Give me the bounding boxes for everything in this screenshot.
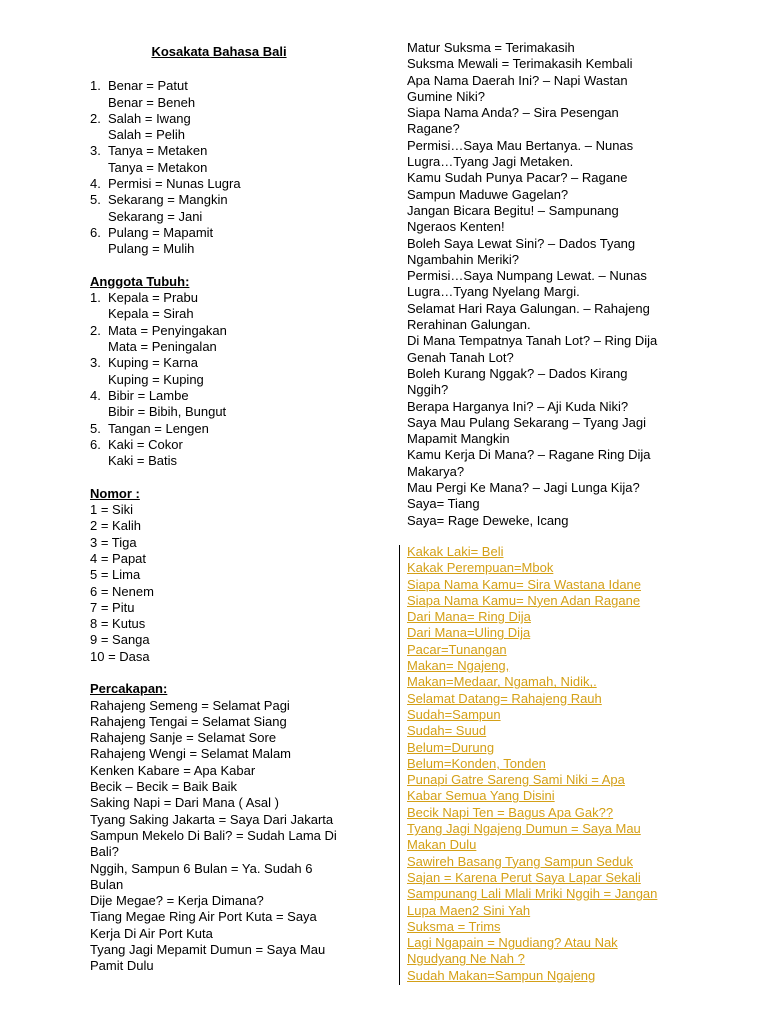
link-row [407, 951, 687, 967]
percakapan-list [90, 698, 358, 975]
item-text: Bibir = Bibih, Bungut [108, 404, 227, 420]
vocab-link[interactable]: Dari Mana= Ring Dija [407, 609, 531, 625]
item-number: 6. [90, 224, 101, 240]
phrase-line: Rerahinan Galungan. [407, 317, 531, 333]
link-row [407, 886, 687, 902]
list-item [90, 437, 358, 453]
link-row [407, 821, 687, 837]
list-item [90, 323, 358, 339]
phrase-line: Lugra…Tyang Jagi Metaken. [407, 154, 574, 170]
list-item [90, 355, 358, 371]
left-column [90, 40, 358, 975]
phrase-line: Suksma Mewali = Terimakasih Kembali [407, 56, 633, 72]
link-list [407, 544, 687, 984]
phrase-line: Berapa Harganya Ini? – Aji Kuda Niki? [407, 398, 629, 414]
item-number: 5. [90, 420, 101, 436]
item-text: Benar = Beneh [108, 94, 196, 110]
list-item [90, 290, 358, 306]
number-item: 5 = Lima [90, 567, 141, 583]
list-item [90, 143, 358, 159]
phrase-line: Kamu Sudah Punya Pacar? – Ragane [407, 170, 628, 186]
link-row [407, 658, 687, 674]
vocab-link[interactable]: Kakak Perempuan=Mbok [407, 560, 554, 576]
link-row [407, 919, 687, 935]
vocab-link[interactable]: Makan=Medaar, Ngamah, Nidik,. [407, 674, 597, 690]
phrase-line: Ngeraos Kenten! [407, 219, 505, 235]
list-item [90, 111, 358, 127]
item-text: Sekarang = Mangkin [108, 192, 228, 208]
vocab-link[interactable]: Punapi Gatre Sareng Sami Niki = Apa [407, 772, 625, 788]
phrase-line: Siapa Nama Anda? – Sira Pesengan [407, 105, 619, 121]
item-number: 5. [90, 192, 101, 208]
phrase-line: Genah Tanah Lot? [407, 349, 514, 365]
phrase-line: Dije Megae? = Kerja Dimana? [90, 893, 264, 909]
item-text: Pulang = Mapamit [108, 224, 214, 240]
item-text: Mata = Peningalan [108, 339, 217, 355]
list-item [90, 192, 358, 208]
phrase-line: Permisi…Saya Numpang Lewat. – Nunas [407, 268, 647, 284]
list-item [90, 339, 358, 355]
phrase-line: Ragane? [407, 121, 460, 137]
list-item [90, 421, 358, 437]
vocab-link[interactable]: Belum=Durung [407, 739, 495, 755]
phrase-line: Pamit Dulu [90, 958, 154, 974]
vocab-link[interactable]: Siapa Nama Kamu= Sira Wastana Idane [407, 576, 642, 592]
phrase-line: Permisi…Saya Mau Bertanya. – Nunas [407, 137, 634, 153]
vocab-link[interactable]: Kabar Semua Yang Disini [407, 788, 555, 804]
phrase-line: Lugra…Tyang Nyelang Margi. [407, 284, 580, 300]
list-item [90, 127, 358, 143]
number-item: 2 = Kalih [90, 518, 141, 534]
vocab-link[interactable]: Suksma = Trims [407, 918, 501, 934]
item-number [90, 404, 108, 420]
item-text: Kepala = Sirah [108, 306, 194, 322]
number-item: 1 = Siki [90, 502, 133, 518]
nomor-list [90, 502, 358, 665]
phrase-line: Boleh Kurang Nggak? – Dados Kirang [407, 365, 628, 381]
list-item [90, 453, 358, 469]
link-row [407, 837, 687, 853]
phrase-line: Selamat Hari Raya Galungan. – Rahajeng [407, 300, 650, 316]
phrase-line: Boleh Saya Lewat Sini? – Dados Tyang [407, 235, 636, 251]
list-item [90, 160, 358, 176]
vocab-link[interactable]: Tyang Jagi Ngajeng Dumun = Saya Mau [407, 821, 641, 837]
vocab-link[interactable]: Sajan = Karena Perut Saya Lapar Sekali [407, 869, 641, 885]
number-item: 6 = Nenem [90, 583, 154, 599]
vocab-link[interactable]: Becik Napi Ten = Bagus Apa Gak?? [407, 804, 614, 820]
phrase-line: Mau Pergi Ke Mana? – Jagi Lunga Kija? [407, 480, 640, 496]
item-number [90, 241, 108, 257]
nomor-heading: Nomor : [90, 485, 140, 501]
item-text: Tangan = Lengen [108, 420, 209, 436]
list-item [90, 225, 358, 241]
change-bar [399, 545, 400, 985]
link-row [407, 560, 687, 576]
number-item: 4 = Papat [90, 550, 147, 566]
item-text: Kaki = Cokor [108, 436, 183, 452]
phrase-line: Sampun Maduwe Gagelan? [407, 186, 569, 202]
link-row [407, 870, 687, 886]
list-item [90, 78, 358, 94]
item-number [90, 372, 108, 388]
phrase-line: Nggih? [407, 382, 449, 398]
list-item [90, 404, 358, 420]
link-row [407, 707, 687, 723]
item-text: Bibir = Lambe [108, 387, 189, 403]
link-row [407, 854, 687, 870]
list-item [90, 388, 358, 404]
phrase-line: Saya= Tiang [407, 496, 480, 512]
phrase-line: Saya= Rage Deweke, Icang [407, 512, 569, 528]
item-text: Kuping = Karna [108, 355, 198, 371]
number-item: 8 = Kutus [90, 616, 146, 632]
phrase-line: Tyang Jagi Mepamit Dumun = Saya Mau [90, 942, 326, 958]
link-row [407, 625, 687, 641]
item-number [90, 160, 108, 176]
item-text: Tanya = Metaken [108, 143, 208, 159]
anggota-list [90, 290, 358, 469]
phrase-line: Kamu Kerja Di Mana? – Ragane Ring Dija [407, 447, 651, 463]
link-row [407, 935, 687, 951]
item-text: Salah = Pelih [108, 127, 185, 143]
percakapan-heading: Percakapan: [90, 681, 168, 697]
number-item: 10 = Dasa [90, 648, 150, 664]
link-row [407, 674, 687, 690]
item-number: 2. [90, 110, 101, 126]
list-item [90, 176, 358, 192]
right-column [407, 40, 679, 529]
phrase-line: Bali? [90, 844, 119, 860]
link-row [407, 642, 687, 658]
vocab-link[interactable]: Sudah Makan=Sampun Ngajeng [407, 967, 596, 983]
phrase-line: Ngambahin Meriki? [407, 251, 519, 267]
item-number: 4. [90, 387, 101, 403]
vocab-link[interactable]: Pacar=Tunangan [407, 641, 507, 657]
link-row [407, 756, 687, 772]
link-row [407, 805, 687, 821]
phrase-line: Makarya? [407, 463, 465, 479]
item-text: Kaki = Batis [108, 453, 178, 469]
page-title: Kosakata Bahasa Bali [151, 44, 287, 59]
item-text: Pulang = Mulih [108, 241, 195, 257]
item-text: Benar = Patut [108, 78, 188, 94]
phrase-line: Rahajeng Wengi = Selamat Malam [90, 746, 292, 762]
phrase-line: Rahajeng Sanje = Selamat Sore [90, 730, 277, 746]
anggota-heading: Anggota Tubuh: [90, 273, 190, 289]
number-item: 3 = Tiga [90, 534, 137, 550]
item-text: Kuping = Kuping [108, 371, 204, 387]
link-row [407, 593, 687, 609]
link-row [407, 740, 687, 756]
link-row [407, 609, 687, 625]
phrase-line: Mapamit Mangkin [407, 431, 510, 447]
vocab-link[interactable]: Makan= Ngajeng, [407, 658, 510, 674]
link-row [407, 691, 687, 707]
link-row [407, 772, 687, 788]
vocab-link[interactable]: Sawireh Basang Tyang Sampun Seduk [407, 853, 633, 869]
item-number: 1. [90, 290, 101, 306]
number-item: 9 = Sanga [90, 632, 150, 648]
item-text: Mata = Penyingakan [108, 322, 227, 338]
link-row [407, 723, 687, 739]
item-number [90, 339, 108, 355]
vocab-link[interactable]: Sampunang Lali Mlali Mriki Nggih = Jangan [407, 886, 658, 902]
phrase-line: Saking Napi = Dari Mana ( Asal ) [90, 795, 279, 811]
list-item [90, 372, 358, 388]
phrase-line: Kerja Di Air Port Kuta [90, 925, 213, 941]
phrase-line: Sampun Mekelo Di Bali? = Sudah Lama Di [90, 827, 337, 843]
vocab-link[interactable]: Makan Dulu [407, 837, 477, 853]
phrase-line: Gumine Niki? [407, 88, 486, 104]
vocab-link[interactable]: Sudah= Suud [407, 723, 487, 739]
item-number [90, 127, 108, 143]
vocab-link[interactable]: Selamat Datang= Rahajeng Rauh [407, 690, 602, 706]
item-text: Permisi = Nunas Lugra [108, 176, 241, 192]
item-number: 1. [90, 78, 101, 94]
item-text: Tanya = Metakon [108, 159, 208, 175]
item-number [90, 306, 108, 322]
phrase-line: Di Mana Tempatnya Tanah Lot? – Ring Dija [407, 333, 658, 349]
phrase-line: Rahajeng Tengai = Selamat Siang [90, 713, 287, 729]
link-row [407, 544, 687, 560]
list-item [90, 306, 358, 322]
phrase-line: Apa Nama Daerah Ini? – Napi Wastan [407, 72, 628, 88]
list-item [90, 209, 358, 225]
link-row [407, 968, 687, 984]
number-item: 7 = Pitu [90, 599, 135, 615]
link-row [407, 577, 687, 593]
link-row [407, 788, 687, 804]
phrase-line: Matur Suksma = Terimakasih [407, 40, 575, 55]
vocab-link[interactable]: Dari Mana=Uling Dija [407, 625, 531, 641]
item-text: Sekarang = Jani [108, 208, 203, 224]
phrase-line: Becik – Becik = Baik Baik [90, 779, 238, 795]
phrase-list [407, 40, 679, 529]
phrase-line: Rahajeng Semeng = Selamat Pagi [90, 697, 290, 713]
item-number: 3. [90, 355, 101, 371]
phrase-line: Tiang Megae Ring Air Port Kuta = Saya [90, 909, 317, 925]
list-item [90, 95, 358, 111]
vocab-link[interactable]: Sudah=Sampun [407, 706, 501, 722]
item-text: Salah = Iwang [108, 110, 191, 126]
item-number [90, 209, 108, 225]
phrase-line: Tyang Saking Jakarta = Saya Dari Jakarta [90, 811, 334, 827]
phrase-line: Kenken Kabare = Apa Kabar [90, 762, 256, 778]
item-number: 3. [90, 143, 101, 159]
phrase-line: Saya Mau Pulang Sekarang – Tyang Jagi [407, 414, 646, 430]
vocab-list [90, 78, 358, 257]
phrase-line: Nggih, Sampun 6 Bulan = Ya. Sudah 6 [90, 860, 313, 876]
list-item [90, 241, 358, 257]
vocab-link[interactable]: Siapa Nama Kamu= Nyen Adan Ragane [407, 592, 641, 608]
link-row [407, 903, 687, 919]
vocab-link[interactable]: Kakak Laki= Beli [407, 544, 504, 559]
vocab-link[interactable]: Lagi Ngapain = Ngudiang? Atau Nak [407, 935, 618, 951]
vocab-link[interactable]: Lupa Maen2 Sini Yah [407, 902, 531, 918]
item-number: 2. [90, 322, 101, 338]
item-text: Kepala = Prabu [108, 290, 198, 306]
phrase-line: Jangan Bicara Begitu! – Sampunang [407, 202, 619, 218]
phrase-line: Bulan [90, 876, 124, 892]
vocab-link[interactable]: Ngudyang Ne Nah ? [407, 951, 525, 967]
item-number [90, 95, 108, 111]
item-number: 4. [90, 176, 101, 192]
vocab-link[interactable]: Belum=Konden, Tonden [407, 755, 546, 771]
item-number: 6. [90, 436, 101, 452]
item-number [90, 453, 108, 469]
